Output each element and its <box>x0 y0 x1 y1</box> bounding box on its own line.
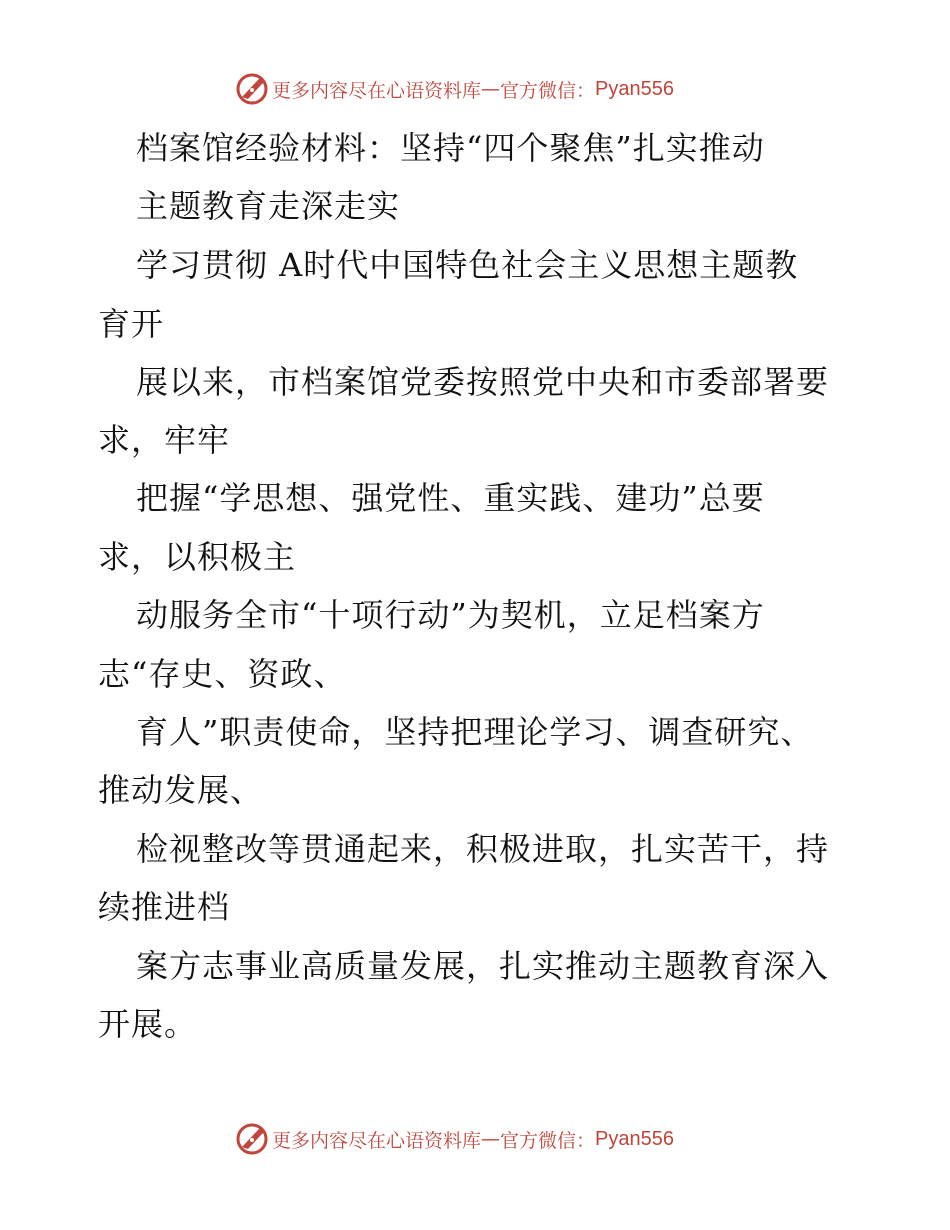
paragraph-line: 检视整改等贯通起来，积极进取，扎实苦干，持 <box>136 830 830 868</box>
paragraph-line: 求，以积极主 <box>98 538 297 576</box>
paragraph-line: 动服务全市“十项行动”为契机，立足档案方 <box>136 596 765 634</box>
document-title-line-1: 档案馆经验材料：坚持“四个聚焦”扎实推动 <box>136 129 765 167</box>
paragraph-line: 展以来，市档案馆党委按照党中央和市委部署要 <box>136 363 830 401</box>
pen-nib-logo-icon <box>236 73 268 105</box>
banner-wechat-label: 官方微信： <box>500 79 596 102</box>
document-title-line-2: 主题教育走深走实 <box>136 187 401 225</box>
banner-wechat-label: 官方微信： <box>500 1129 596 1152</box>
paragraph-line: 志“存史、资政、 <box>98 655 347 693</box>
paragraph-line: 学习贯彻 A时代中国特色社会主义思想主题教 <box>136 246 799 284</box>
banner-wechat-id: Pyan556 <box>595 1127 674 1150</box>
paragraph-line: 求，牢牢 <box>98 421 231 459</box>
paragraph-line: 开展。 <box>98 1005 198 1043</box>
paragraph-line: 续推进档 <box>98 888 231 926</box>
header-banner <box>236 72 674 106</box>
pen-nib-logo-icon <box>236 1123 268 1155</box>
paragraph-line: 育人”职责使命，坚持把理论学习、调查研究、 <box>136 713 814 751</box>
banner-separator: — <box>481 78 501 100</box>
banner-separator: — <box>481 1128 501 1150</box>
paragraph-line: 把握“学思想、强党性、重实践、建功”总要 <box>136 479 765 517</box>
paragraph-line: 案方志事业高质量发展，扎实推动主题教育深入 <box>136 947 830 985</box>
banner-wechat-id: Pyan556 <box>595 77 674 100</box>
footer-banner <box>236 1122 674 1156</box>
paragraph-line: 育开 <box>98 305 165 343</box>
banner-site-text: 更多内容尽在心语资料库 <box>272 1129 482 1152</box>
banner-site-text: 更多内容尽在心语资料库 <box>272 79 482 102</box>
paragraph-line: 推动发展、 <box>98 771 264 809</box>
